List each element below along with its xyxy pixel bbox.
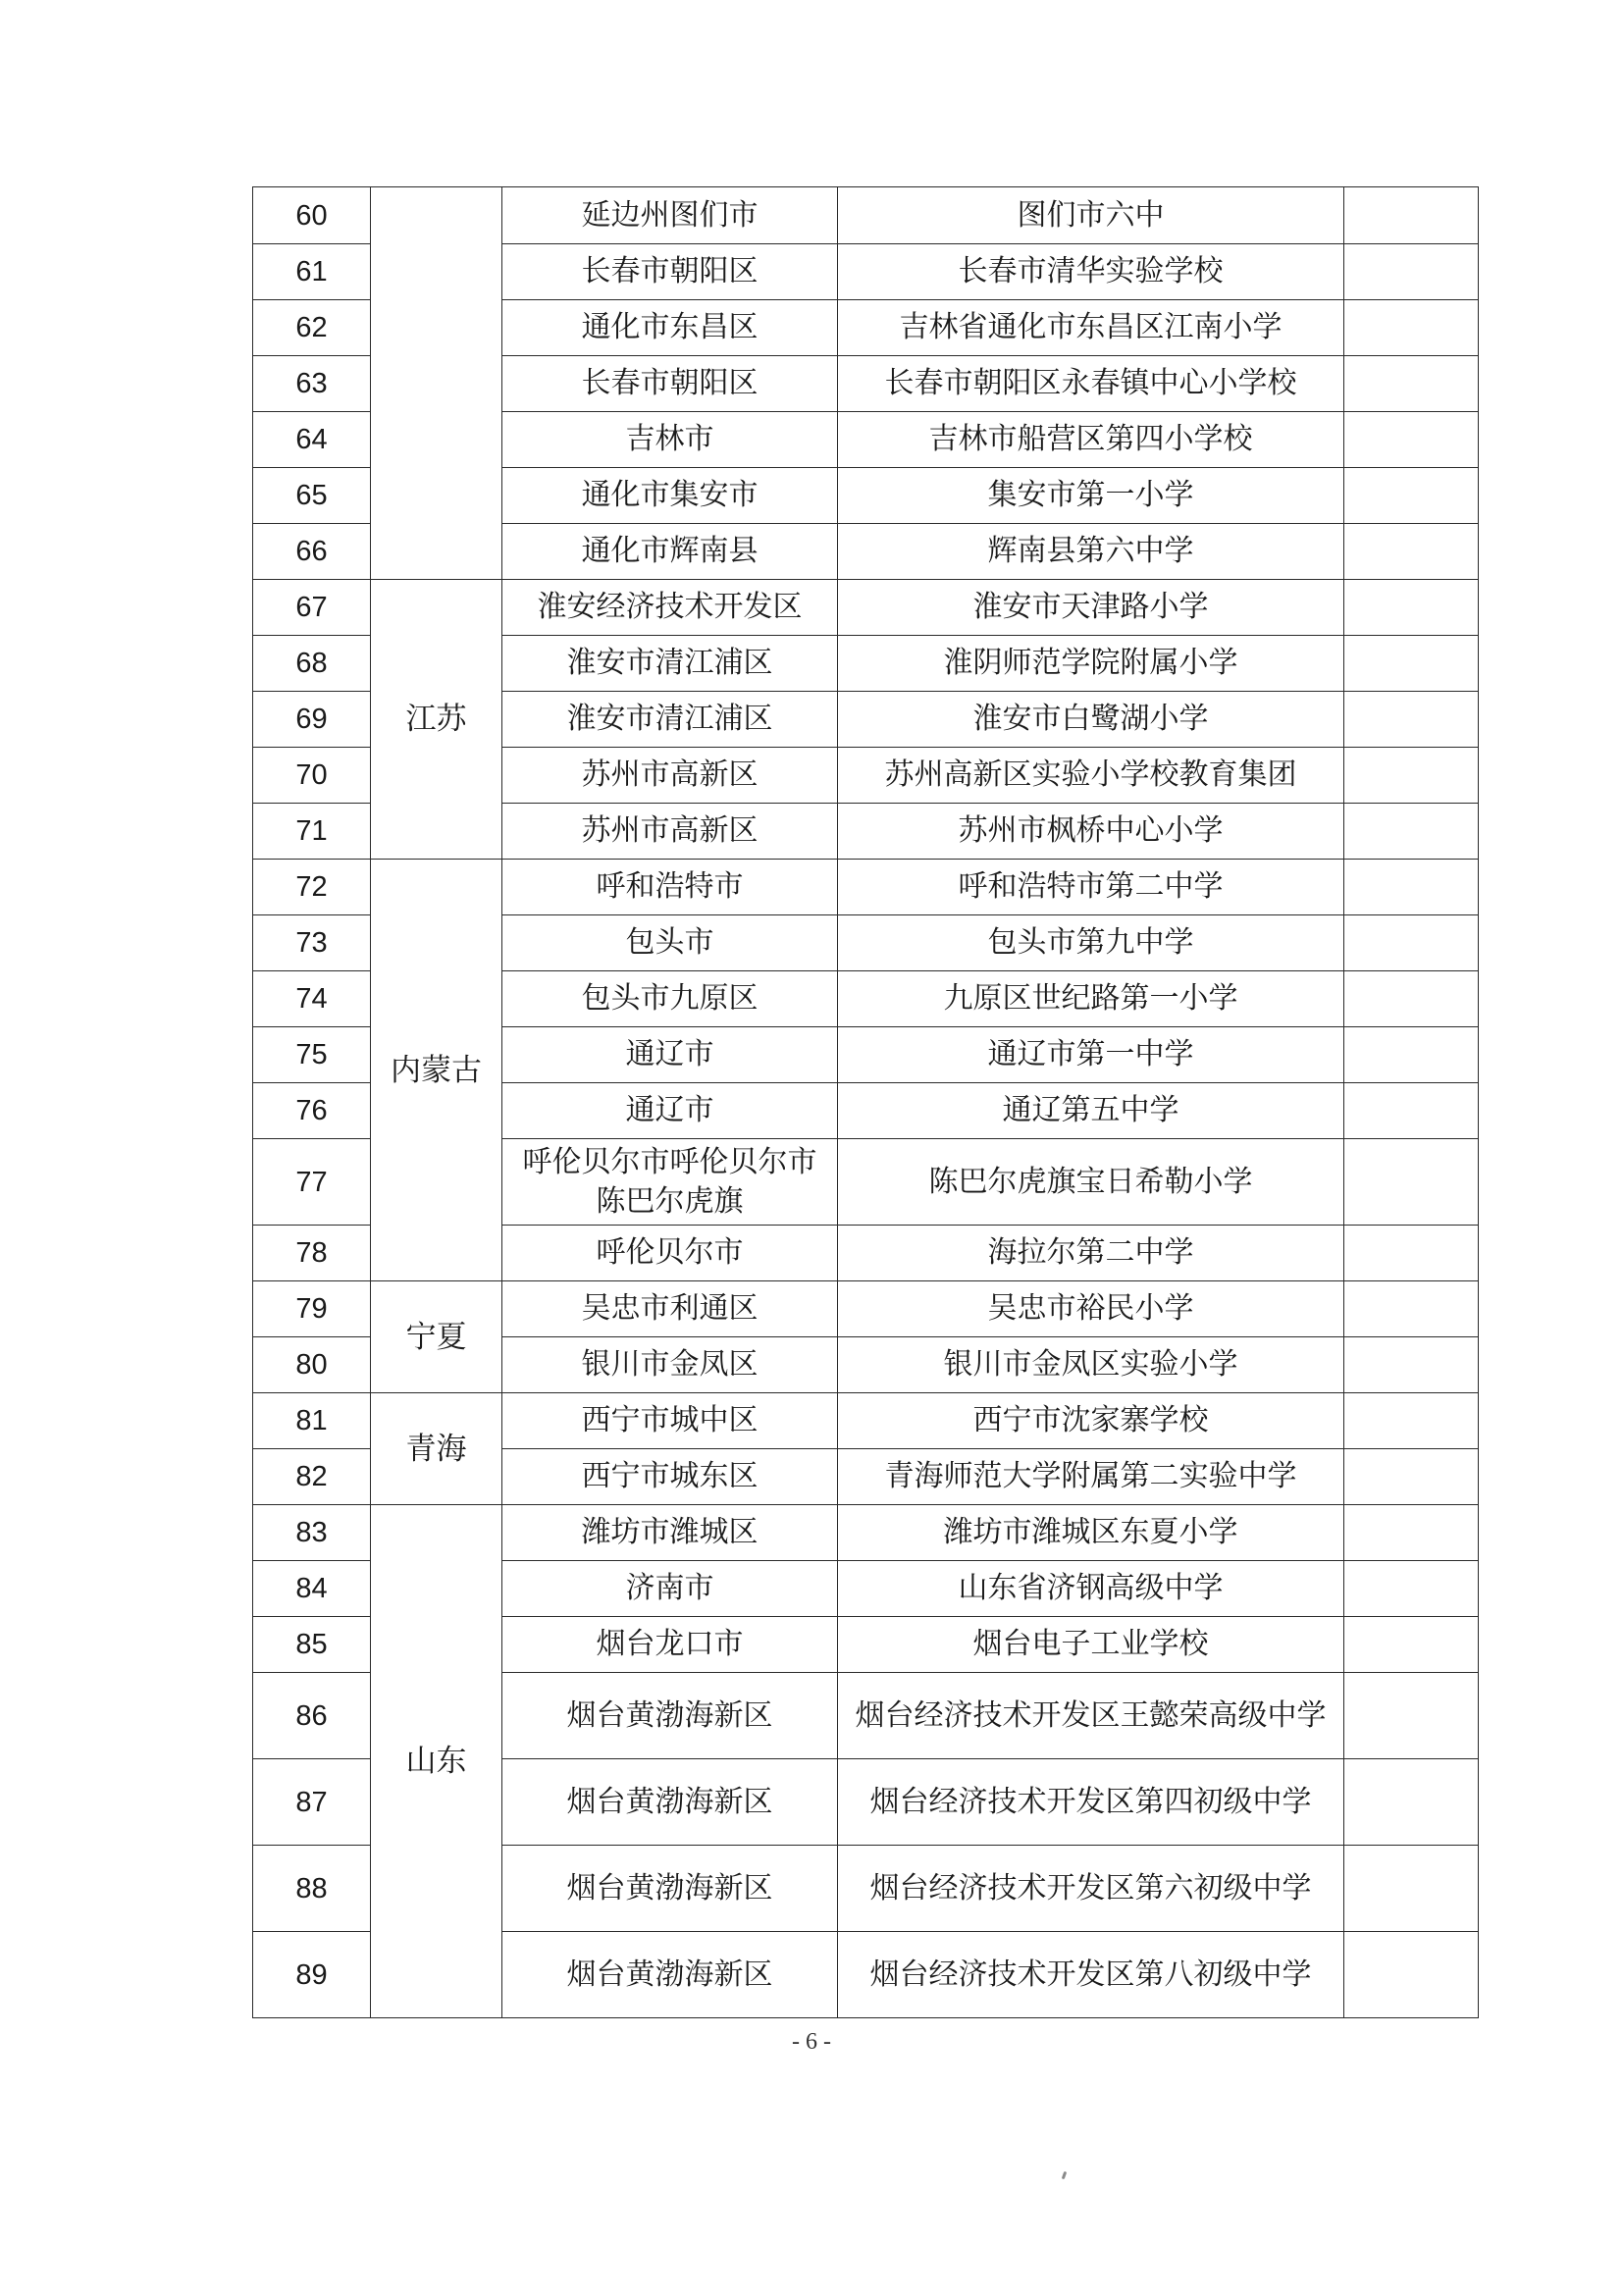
remark-cell bbox=[1344, 804, 1479, 860]
row-number: 80 bbox=[253, 1337, 371, 1393]
row-number: 81 bbox=[253, 1393, 371, 1449]
region-cell: 淮安市清江浦区 bbox=[502, 692, 838, 748]
remark-cell bbox=[1344, 1617, 1479, 1673]
remark-cell bbox=[1344, 468, 1479, 524]
row-number: 62 bbox=[253, 300, 371, 356]
province-cell: 山东 bbox=[371, 1505, 502, 2018]
school-cell: 图们市六中 bbox=[838, 187, 1344, 244]
table-row bbox=[253, 1281, 1479, 1337]
school-cell: 西宁市沈家寨学校 bbox=[838, 1393, 1344, 1449]
remark-cell bbox=[1344, 1846, 1479, 1932]
school-cell: 长春市清华实验学校 bbox=[838, 244, 1344, 300]
remark-cell bbox=[1344, 524, 1479, 580]
row-number: 64 bbox=[253, 412, 371, 468]
region-cell: 通化市东昌区 bbox=[502, 300, 838, 356]
region-cell: 通辽市 bbox=[502, 1083, 838, 1139]
table-row bbox=[253, 580, 1479, 636]
remark-cell bbox=[1344, 971, 1479, 1027]
school-cell: 吉林省通化市东昌区江南小学 bbox=[838, 300, 1344, 356]
region-cell: 包头市九原区 bbox=[502, 971, 838, 1027]
remark-cell bbox=[1344, 636, 1479, 692]
row-number: 73 bbox=[253, 915, 371, 971]
row-number: 82 bbox=[253, 1449, 371, 1505]
province-cell: 宁夏 bbox=[371, 1281, 502, 1393]
school-cell: 通辽市第一中学 bbox=[838, 1027, 1344, 1083]
region-cell: 通化市集安市 bbox=[502, 468, 838, 524]
remark-cell bbox=[1344, 1393, 1479, 1449]
row-number: 83 bbox=[253, 1505, 371, 1561]
row-number: 88 bbox=[253, 1846, 371, 1932]
remark-cell bbox=[1344, 1561, 1479, 1617]
remark-cell bbox=[1344, 1505, 1479, 1561]
school-cell: 呼和浩特市第二中学 bbox=[838, 860, 1344, 915]
region-cell: 呼伦贝尔市 bbox=[502, 1226, 838, 1281]
region-cell: 苏州市高新区 bbox=[502, 804, 838, 860]
province-cell: 内蒙古 bbox=[371, 860, 502, 1281]
province-cell bbox=[371, 187, 502, 580]
remark-cell bbox=[1344, 692, 1479, 748]
remark-cell bbox=[1344, 300, 1479, 356]
region-cell: 淮安经济技术开发区 bbox=[502, 580, 838, 636]
remark-cell bbox=[1344, 1337, 1479, 1393]
region-cell: 淮安市清江浦区 bbox=[502, 636, 838, 692]
region-cell: 长春市朝阳区 bbox=[502, 244, 838, 300]
school-cell: 烟台经济技术开发区第八初级中学 bbox=[838, 1932, 1344, 2018]
row-number: 77 bbox=[253, 1139, 371, 1226]
region-cell: 西宁市城中区 bbox=[502, 1393, 838, 1449]
remark-cell bbox=[1344, 1449, 1479, 1505]
table-row bbox=[253, 1505, 1479, 1561]
table-row bbox=[253, 1393, 1479, 1449]
row-number: 65 bbox=[253, 468, 371, 524]
region-cell: 烟台黄渤海新区 bbox=[502, 1759, 838, 1846]
school-cell: 吉林市船营区第四小学校 bbox=[838, 412, 1344, 468]
school-cell: 吴忠市裕民小学 bbox=[838, 1281, 1344, 1337]
school-cell: 潍坊市潍城区东夏小学 bbox=[838, 1505, 1344, 1561]
remark-cell bbox=[1344, 1083, 1479, 1139]
row-number: 86 bbox=[253, 1673, 371, 1759]
table-row bbox=[253, 860, 1479, 915]
region-cell: 潍坊市潍城区 bbox=[502, 1505, 838, 1561]
remark-cell bbox=[1344, 187, 1479, 244]
school-cell: 烟台经济技术开发区第六初级中学 bbox=[838, 1846, 1344, 1932]
region-cell: 苏州市高新区 bbox=[502, 748, 838, 804]
row-number: 79 bbox=[253, 1281, 371, 1337]
school-cell: 陈巴尔虎旗宝日希勒小学 bbox=[838, 1139, 1344, 1226]
school-cell: 苏州市枫桥中心小学 bbox=[838, 804, 1344, 860]
row-number: 68 bbox=[253, 636, 371, 692]
remark-cell bbox=[1344, 1139, 1479, 1226]
school-cell: 九原区世纪路第一小学 bbox=[838, 971, 1344, 1027]
scan-speck bbox=[1062, 2171, 1068, 2180]
region-cell: 延边州图们市 bbox=[502, 187, 838, 244]
row-number: 72 bbox=[253, 860, 371, 915]
remark-cell bbox=[1344, 244, 1479, 300]
remark-cell bbox=[1344, 915, 1479, 971]
region-cell: 包头市 bbox=[502, 915, 838, 971]
row-number: 76 bbox=[253, 1083, 371, 1139]
row-number: 61 bbox=[253, 244, 371, 300]
remark-cell bbox=[1344, 1226, 1479, 1281]
remark-cell bbox=[1344, 1673, 1479, 1759]
school-cell: 苏州高新区实验小学校教育集团 bbox=[838, 748, 1344, 804]
school-cell: 海拉尔第二中学 bbox=[838, 1226, 1344, 1281]
school-cell: 烟台经济技术开发区第四初级中学 bbox=[838, 1759, 1344, 1846]
school-cell: 长春市朝阳区永春镇中心小学校 bbox=[838, 356, 1344, 412]
row-number: 70 bbox=[253, 748, 371, 804]
remark-cell bbox=[1344, 748, 1479, 804]
school-cell: 烟台经济技术开发区王懿荣高级中学 bbox=[838, 1673, 1344, 1759]
region-cell: 通辽市 bbox=[502, 1027, 838, 1083]
school-cell: 集安市第一小学 bbox=[838, 468, 1344, 524]
row-number: 87 bbox=[253, 1759, 371, 1846]
row-number: 69 bbox=[253, 692, 371, 748]
row-number: 75 bbox=[253, 1027, 371, 1083]
row-number: 78 bbox=[253, 1226, 371, 1281]
remark-cell bbox=[1344, 1759, 1479, 1846]
row-number: 60 bbox=[253, 187, 371, 244]
row-number: 67 bbox=[253, 580, 371, 636]
region-cell: 西宁市城东区 bbox=[502, 1449, 838, 1505]
province-cell: 青海 bbox=[371, 1393, 502, 1505]
region-cell: 烟台龙口市 bbox=[502, 1617, 838, 1673]
page-number: - 6 - bbox=[792, 2029, 831, 2055]
school-cell: 山东省济钢高级中学 bbox=[838, 1561, 1344, 1617]
school-cell: 包头市第九中学 bbox=[838, 915, 1344, 971]
region-cell: 呼和浩特市 bbox=[502, 860, 838, 915]
region-cell: 银川市金凤区 bbox=[502, 1337, 838, 1393]
table-row bbox=[253, 187, 1479, 244]
remark-cell bbox=[1344, 860, 1479, 915]
row-number: 84 bbox=[253, 1561, 371, 1617]
row-number: 85 bbox=[253, 1617, 371, 1673]
region-cell: 吴忠市利通区 bbox=[502, 1281, 838, 1337]
school-cell: 辉南县第六中学 bbox=[838, 524, 1344, 580]
row-number: 74 bbox=[253, 971, 371, 1027]
region-cell: 长春市朝阳区 bbox=[502, 356, 838, 412]
school-cell: 淮安市天津路小学 bbox=[838, 580, 1344, 636]
row-number: 63 bbox=[253, 356, 371, 412]
region-cell: 烟台黄渤海新区 bbox=[502, 1673, 838, 1759]
school-cell: 青海师范大学附属第二实验中学 bbox=[838, 1449, 1344, 1505]
province-cell: 江苏 bbox=[371, 580, 502, 860]
school-cell: 淮安市白鹭湖小学 bbox=[838, 692, 1344, 748]
remark-cell bbox=[1344, 580, 1479, 636]
remark-cell bbox=[1344, 1932, 1479, 2018]
remark-cell bbox=[1344, 1281, 1479, 1337]
school-cell: 烟台电子工业学校 bbox=[838, 1617, 1344, 1673]
region-cell: 吉林市 bbox=[502, 412, 838, 468]
region-cell: 呼伦贝尔市呼伦贝尔市陈巴尔虎旗 bbox=[502, 1139, 838, 1226]
school-cell: 银川市金凤区实验小学 bbox=[838, 1337, 1344, 1393]
school-cell: 通辽第五中学 bbox=[838, 1083, 1344, 1139]
region-cell: 烟台黄渤海新区 bbox=[502, 1932, 838, 2018]
row-number: 66 bbox=[253, 524, 371, 580]
school-cell: 淮阴师范学院附属小学 bbox=[838, 636, 1344, 692]
region-cell: 济南市 bbox=[502, 1561, 838, 1617]
row-number: 89 bbox=[253, 1932, 371, 2018]
remark-cell bbox=[1344, 356, 1479, 412]
region-cell: 烟台黄渤海新区 bbox=[502, 1846, 838, 1932]
remark-cell bbox=[1344, 1027, 1479, 1083]
row-number: 71 bbox=[253, 804, 371, 860]
region-cell: 通化市辉南县 bbox=[502, 524, 838, 580]
remark-cell bbox=[1344, 412, 1479, 468]
school-list-table bbox=[252, 186, 1479, 2018]
